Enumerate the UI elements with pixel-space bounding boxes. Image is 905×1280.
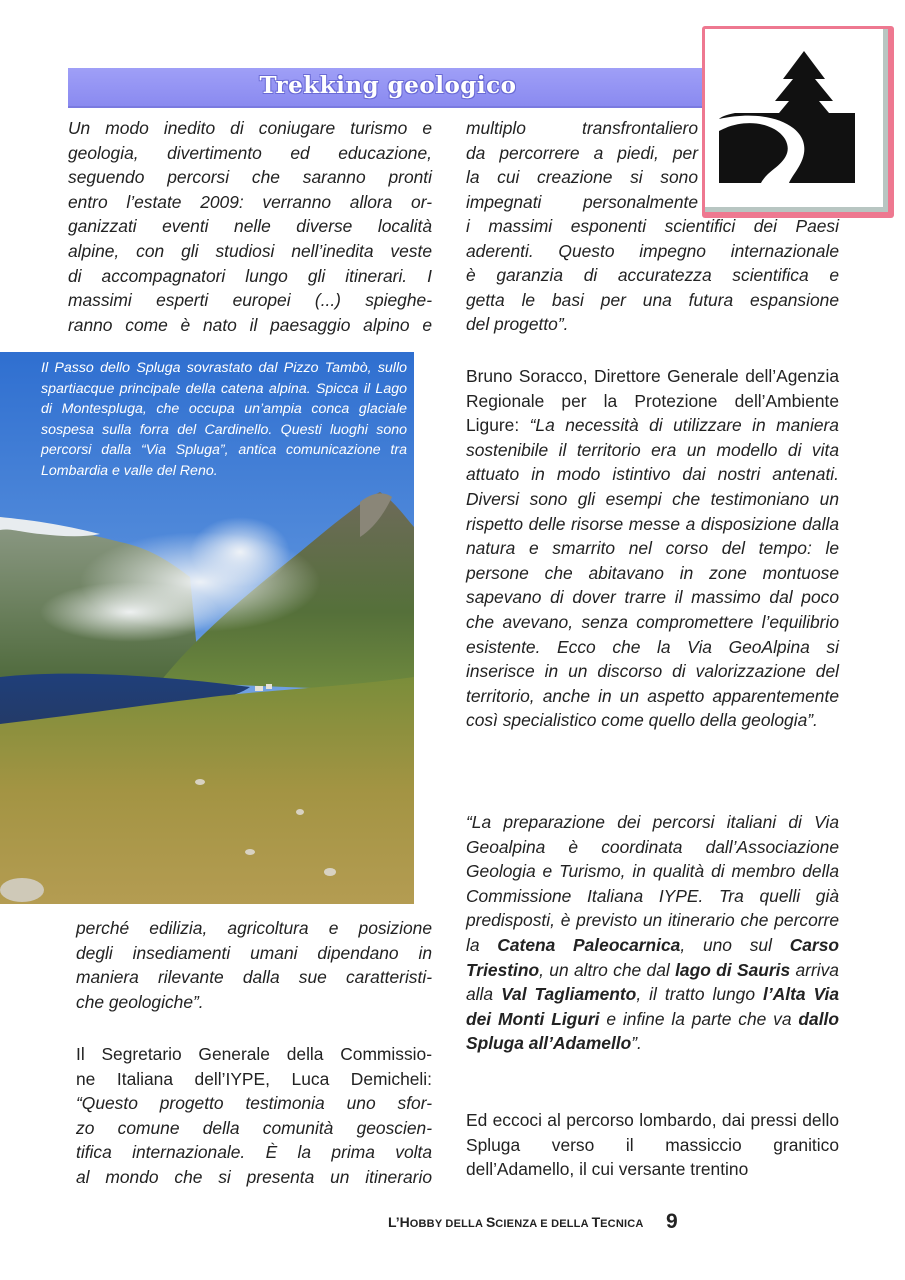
text-line: al mondo che si presenta un itinerario (76, 1166, 432, 1187)
text-line: che geologiche”. (76, 991, 204, 1012)
footer-text: ECNICA (600, 1218, 644, 1230)
footer-text: T (591, 1214, 601, 1230)
text-line: maniera rilevante dalla sue caratteristi- (76, 967, 432, 988)
text-run: ”. (631, 1033, 642, 1054)
text-line: ganizzati eventi nelle diverse località (68, 216, 432, 237)
text-line: seguendo percorsi che saranno pronti (68, 167, 432, 188)
text-line: la cui creazione si sono (466, 167, 698, 188)
place-name: l’Alta Via dei Monti Liguri (466, 984, 839, 1029)
title-banner (68, 68, 708, 108)
text-line: geologia, divertimento ed educazione, (68, 142, 432, 163)
photo-caption: Il Passo dello Spluga sovrastato dal Pizzo Tambò, sullo spartiacque principale della catena alpina. Spicca il Lago di Montespluga, che occupa un’ampia conca glaciale sospesa sulla forra del Cardinello. Questi luoghi sono percorsi dalla “Via Spluga”, antica comunicazione tra Lombardia e valle del Reno. (41, 360, 407, 479)
text-line: del progetto”. (466, 314, 569, 335)
text-line: degli insediamenti umani dipendano in (76, 942, 432, 963)
text-line: da percorrere a piedi, per (466, 142, 698, 163)
preparation-paragraph (466, 810, 839, 1056)
intro-paragraph (68, 116, 432, 337)
text-run: , il tratto lungo (636, 984, 764, 1005)
place-name: dallo Spluga all’Adamello (466, 1008, 839, 1054)
text-line: tifica internazionale. È la prima volta (76, 1142, 432, 1163)
text-line: Il Segretario Generale della Commissio- (76, 1044, 432, 1064)
text-run: arriva alla (466, 959, 839, 1005)
place-name: Catena Paleocarnica (497, 934, 681, 955)
text-run: Ed eccoci al percorso lombardo, dai pressi dello Spluga verso il massiccio granitico dell’Adamello, il cui versante trentino (466, 1110, 839, 1180)
text-line: alpine, con gli studiosi nell’inedita veste (68, 240, 432, 261)
text-line: multiplo transfrontaliero (466, 118, 698, 138)
text-line: zo comune della comunità geoscien- (76, 1117, 432, 1138)
soracco-quote: “La necessità di utilizzare in maniera sostenibile il territorio era un modello di vita attuato in modo istintivo dai nostri antenati. Diversi sono gli esempi che testimoniano un rispetto delle risorse messe a disposizione dalla natura e smarrito nel corso del tempo: le persone che abitavano in zone montuose sapevano di dover trarre il massimo dal poco che avevano, senza compromettere l’equilibrio esistente. Ecco che la Via GeoAlpina si inserisce in un discorso di valorizzazione del territorio, anche in un aspetto apparentemente così specialistico come quello della geologia”. (466, 415, 839, 731)
text-line: è garanzia di accuratezza scientifica e (466, 265, 839, 286)
place-name: lago di Sauris (675, 959, 791, 980)
text-line: Un modo inedito di coniugare turismo e (68, 118, 432, 138)
secretary-paragraph (76, 1042, 432, 1190)
text-line: massimi esperti europei (...) spieghe- (68, 290, 432, 311)
soracco-paragraph (466, 364, 839, 733)
page-number: 9 (666, 1210, 678, 1233)
text-line: ne Italiana dell’IYPE, Luca Demicheli: (76, 1068, 432, 1089)
text-run: e infine la parte che va (599, 1008, 799, 1029)
text-line: aderenti. Questo impegno internazionale (466, 240, 839, 261)
place-name: Val Tagliamento (501, 984, 637, 1005)
place-name: Carso Triestino (466, 934, 839, 980)
text-run: “La preparazione dei percorsi italiani di Via Geoalpina è coordinata dall’Associazione Geologia e Turismo, in qualità di membro della Commissione Italiana IYPE. Tra quelli già predisposti, è previsto un itinerario che percorre la (466, 812, 839, 955)
text-line: ranno come è nato il paesaggio alpino e (68, 314, 432, 335)
logo (705, 29, 888, 212)
text-line: perché edilizia, agricoltura e posizione (76, 918, 432, 938)
soracco-intro: Bruno Soracco, Direttore Generale dell’Agenzia Regionale per la Protezione dell’Ambiente Ligure: (466, 366, 839, 436)
text-line: impegnati personalmente (466, 191, 698, 212)
footer-text: L’H (388, 1214, 410, 1230)
text-line: “Questo progetto testimonia uno sfor- (76, 1093, 432, 1114)
text-run: , uno sul (680, 934, 790, 955)
footer-text: S (485, 1214, 496, 1230)
footer-text: OBBY DELLA (409, 1218, 486, 1230)
text-line: di accompagnatori lungo gli itinerari. I (68, 265, 432, 286)
left-continuation (76, 916, 432, 1014)
magazine-name (388, 1214, 644, 1230)
page-title: Trekking geologico (259, 72, 517, 99)
right-top-narrow (466, 116, 698, 214)
text-line: getta le basi per una futura espansione (466, 289, 839, 310)
final-paragraph (466, 1108, 839, 1182)
text-line: i massimi esponenti scientifici dei Paesi (466, 216, 839, 236)
text-run: , un altro che dal (539, 959, 676, 980)
right-top-full (466, 214, 839, 337)
tree-and-winding-road-icon (705, 29, 883, 207)
footer-text: CIENZA E DELLA (495, 1218, 592, 1230)
text-line: entro l’estate 2009: verranno allora or- (68, 191, 432, 212)
